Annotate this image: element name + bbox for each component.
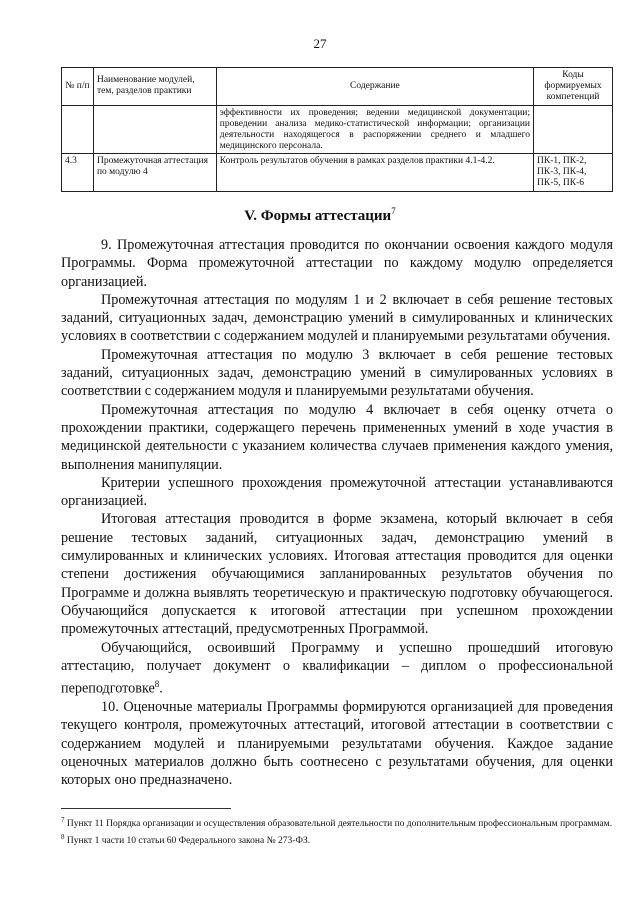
body-text	[61, 236, 613, 790]
row-num: 4.3	[62, 154, 94, 192]
header-codes: Коды формируемых компетенций	[534, 68, 613, 106]
header-content: Содержание	[216, 68, 533, 106]
footnote-ref: 7	[391, 206, 396, 216]
row-content: Контроль результатов обучения в рамках разделов практики 4.1-4.2.	[216, 154, 533, 192]
paragraph-end: .	[159, 680, 163, 697]
header-num: № п/п	[62, 68, 94, 106]
table-row	[62, 154, 613, 192]
footnote-number: 8	[61, 832, 65, 841]
paragraph: 10. Оценочные материалы Программы формируются организацией для проведения текущего контроля, промежуточных аттестаций, итоговой аттестации в соответствии с содержанием модулей и планируемыми результатами обучения. Каждое задание оценочных материалов должно быть соотнесено с результатами обучения, для оценки которых оно предназначено.	[61, 699, 613, 789]
paragraph: Промежуточная аттестация по модулю 4 включает в себя оценку отчета о прохождении практики, содержащего перечень примененных умений в ходе участия в медицинской деятельности с указанием количества случаев применения каждого умения, выполнения манипуляции.	[61, 401, 613, 473]
row-codes: ПК-1, ПК-2, ПК-3, ПК-4, ПК-5, ПК-6	[534, 154, 613, 192]
paragraph: Критерии успешного прохождения промежуточной аттестации устанавливаются организацией.	[61, 474, 613, 510]
paragraph: 9. Промежуточная аттестация проводится по окончании освоения каждого модуля Программы. Форма промежуточной аттестации по каждому модулю определяется организацией.	[61, 237, 613, 290]
paragraph	[61, 639, 613, 699]
footnote-number: 7	[61, 816, 65, 824]
section-title-text: V. Формы аттестации	[244, 208, 392, 224]
footnote-text: Пункт 11 Порядка организации и осуществления образовательной деятельности по дополнительным профессиональным программам.	[64, 819, 613, 830]
paragraph: Итоговая аттестация проводится в форме экзамена, который включает в себя решение тестовых заданий, ситуационных задач, демонстрацию умений в симулированных и клинических условиях. Итоговая аттестация проводится для оценки степени достижения обучающимися запланированных результатов обучения по Программе и должна выявлять теоретическую и практическую подготовку обучающегося. Обучающийся допускается к итоговой аттестации при успешном прохождении промежуточных аттестаций, предусмотренных Программой.	[61, 511, 613, 638]
footnote-divider	[61, 808, 231, 809]
footnote	[61, 831, 613, 848]
section-title	[0, 206, 640, 225]
table-row	[62, 105, 613, 154]
row-num	[62, 105, 94, 154]
paragraph: Промежуточная аттестация по модулю 3 включает в себя решение тестовых заданий, ситуационных задач, демонстрацию умений в симулированных условиях в соответствии с содержанием модуля и планируемыми результатами обучения.	[61, 346, 613, 400]
footnote-text: Пункт 1 части 10 статьи 60 Федерального закона № 273-ФЗ.	[64, 835, 311, 846]
footnotes	[61, 814, 613, 847]
program-table	[61, 67, 613, 192]
row-content: эффективности их проведения; ведении медицинской документации; проведении анализа медико-статистической информации; организации деятельности находящегося в распоряжении среднего и младшего медицинского персонала.	[216, 105, 533, 154]
footnote	[61, 814, 613, 831]
paragraph: Промежуточная аттестация по модулям 1 и 2 включает в себя решение тестовых заданий, ситуационных задач, демонстрацию умений в симулированных и клинических условиях в соответствии с содержанием модулей и планируемыми результатами обучения.	[61, 291, 613, 345]
table-header-row	[62, 68, 613, 106]
footnote-ref: 8	[154, 679, 160, 690]
row-name: Промежуточная аттестация по модулю 4	[93, 154, 216, 192]
paragraph-text: Обучающийся, освоивший Программу и успешно прошедший итоговую аттестацию, получает документ о квалификации – диплом о профессиональной переподготовке	[61, 639, 613, 697]
page-number: 27	[313, 36, 327, 51]
row-name	[93, 105, 216, 154]
header-name: Наименование модулей, тем, разделов практики	[93, 68, 216, 106]
row-codes	[534, 105, 613, 154]
